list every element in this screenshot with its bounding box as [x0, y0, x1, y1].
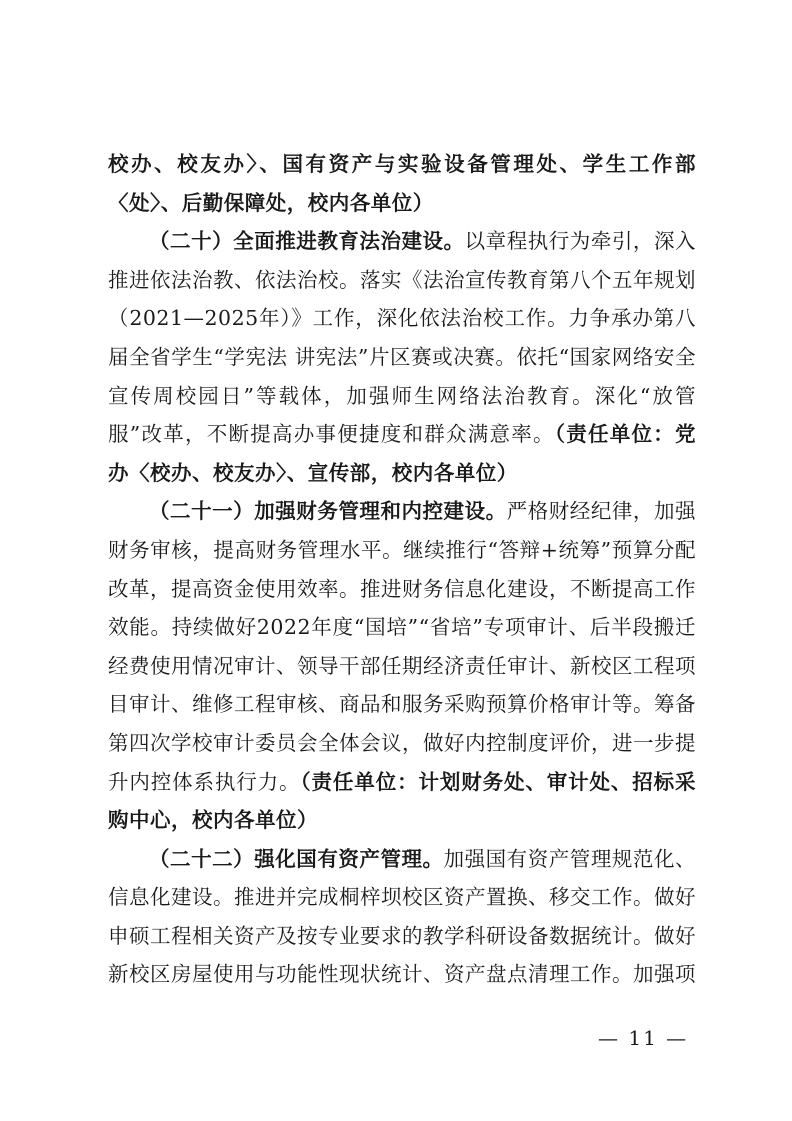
page-number: — 11 — — [598, 1026, 689, 1050]
responsibility-units: （责任单位：党办〈校办、校友办〉、宣传部，校内各单位） — [108, 422, 697, 485]
responsibility-units: 校办、校友办〉、国有资产与实验设备管理处、学生工作部〈处〉、后勤保障处，校内各单位） — [108, 152, 696, 215]
section-heading: （二十一）加强财务管理和内控建设。 — [149, 499, 507, 524]
paragraph-text: 加强国有资产管理规范化、信息化建设。推进并完成桐梓坝校区资产置换、移交工作。做好申硕工程相关资产及按专业要求的教学科研设备数据统计。做好新校区房屋使用与功能性现状统计、资产盘点清理工作。加强项 — [108, 846, 697, 987]
paragraph-continuation — [108, 145, 696, 222]
section-heading: （二十）全面推进教育法治建设。 — [149, 229, 465, 254]
paragraph-item-21 — [108, 492, 696, 839]
document-body — [108, 145, 696, 994]
paragraph-item-22 — [108, 840, 696, 994]
paragraph-text: 严格财经纪律，加强财务审核，提高财务管理水平。继续推行“答辩+统筹”预算分配改革，提高资金使用效率。推进财务信息化建设，不断提高工作效能。持续做好2022年度“国培”“省培”专项审计、后半段搬迁经费使用情况审计、领导干部任期经济责任审计、新校区工程项目审计、维修工程审核、商品和服务采购预算价格审计等。筹备第四次学校审计委员会全体会议，做好内控制度评价，进一步提升内控体系执行力。 — [108, 499, 697, 794]
paragraph-text: 以章程执行为牵引，深入推进依法治教、依法治校。落实《法治宣传教育第八个五年规划（2021—2025年）》工作，深化依法治校工作。力争承办第八届全省学生“学宪法 讲宪法”片区赛或决赛。依托“国家网络安全宣传周校园日”等载体，加强师生网络法治教育。深化“放管服”改革，不断提高办事便捷度和群众满意率。 — [108, 229, 697, 447]
section-heading: （二十二）强化国有资产管理。 — [149, 846, 444, 871]
paragraph-item-20 — [108, 222, 696, 492]
responsibility-units: （责任单位：计划财务处、审计处、招标采购中心，校内各单位） — [108, 769, 697, 833]
